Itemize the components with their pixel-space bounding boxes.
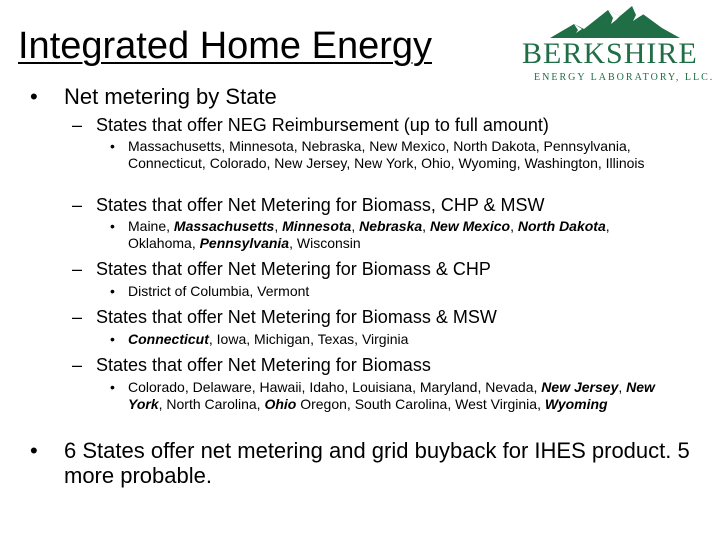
section-heading: – States that offer Net Metering for Biomass & CHP [72, 259, 491, 279]
section-heading-text: States that offer Net Metering for Biomass & MSW [96, 307, 497, 327]
section-heading: – States that offer NEG Reimbursement (up to full amount) [72, 115, 549, 135]
state-name: Pennsylvania [199, 235, 290, 251]
state-name: Michigan [254, 331, 311, 347]
state-name: Wisconsin [296, 235, 361, 251]
state-name: Iowa [216, 331, 247, 347]
section-heading-text: States that offer NEG Reimbursement (up to full amount) [96, 115, 549, 135]
bullet-net-metering [30, 84, 704, 109]
state-list [110, 283, 658, 300]
section-heading: – States that offer Net Metering for Biomass & MSW [72, 307, 497, 327]
bullet-dot: • [110, 283, 115, 299]
state-list [110, 218, 658, 252]
bullet-dot: • [30, 84, 38, 109]
state-list-text: District of Columbia, Vermont [128, 283, 310, 299]
bullet-dot: • [110, 218, 115, 234]
state-list-text: Connecticut, Iowa, Michigan, Texas, Virginia [128, 331, 409, 347]
logo-wordmark: BERKSHIRE [522, 37, 698, 70]
section-heading-text: States that offer Net Metering for Biomass & CHP [96, 259, 491, 279]
state-list [110, 138, 658, 172]
state-name: Louisiana [352, 379, 413, 395]
bullet-dot: • [110, 331, 115, 347]
section-heading-text: States that offer Net Metering for Biomass, CHP & MSW [96, 195, 545, 215]
bullet-dot: • [110, 138, 115, 154]
section-heading: – States that offer Net Metering for Biomass, CHP & MSW [72, 195, 545, 215]
state-name: Delaware [192, 379, 252, 395]
section-heading-text: States that offer Net Metering for Biomass [96, 355, 431, 375]
state-name: North Carolina [166, 396, 257, 412]
state-name: Oklahoma [128, 235, 192, 251]
state-name: Connecticut [128, 331, 209, 347]
state-name: South Carolina [354, 396, 448, 412]
state-name: Ohio [264, 396, 297, 412]
state-name: New Mexico [429, 218, 511, 234]
bullet-dot: • [30, 438, 38, 463]
state-name: Maine [128, 218, 167, 234]
state-name: Oregon [300, 396, 347, 412]
state-name: Texas [317, 331, 355, 347]
state-name: Colorado [128, 379, 185, 395]
state-list [110, 331, 658, 348]
state-name: Maryland [419, 379, 478, 395]
bullet-ihes-summary [30, 438, 704, 488]
state-name: North Dakota [517, 218, 606, 234]
state-name: New Jersey [541, 379, 619, 395]
state-list [110, 379, 658, 413]
state-name: Wyoming [544, 396, 608, 412]
state-list-text: Colorado, Delaware, Hawaii, Idaho, Louisiana, Maryland, Nevada, New Jersey, New York, North Carolina, Ohio Oregon, South Carolina, West Virginia, Wyoming [128, 379, 655, 412]
section-heading: – States that offer Net Metering for Biomass [72, 355, 431, 375]
state-name: Nebraska [359, 218, 423, 234]
state-name: Idaho [309, 379, 345, 395]
bullet-text: Net metering by State [64, 84, 277, 109]
state-list-text: Massachusetts, Minnesota, Nebraska, New Mexico, North Dakota, Pennsylvania, Connecticut, Colorado, New Jersey, New York, Ohio, Wyoming, Washington, Illinois [128, 138, 645, 171]
slide-title: Integrated Home Energy [18, 25, 433, 67]
state-name: West Virginia [455, 396, 538, 412]
state-name: New York [128, 379, 655, 412]
bullet-dot: • [110, 379, 115, 395]
state-list-text: Maine, Massachusetts, Minnesota, Nebraska, New Mexico, North Dakota, Oklahoma, Pennsylvania, Wisconsin [128, 218, 610, 251]
logo-subtitle: ENERGY LABORATORY, LLC. [534, 72, 715, 83]
bullet-text: 6 States offer net metering and grid buyback for IHES product. 5 more probable. [64, 438, 690, 488]
state-name: Nevada [485, 379, 534, 395]
state-name: Hawaii [259, 379, 302, 395]
state-name: Virginia [361, 331, 409, 347]
state-name: Massachusetts [173, 218, 275, 234]
state-name: Minnesota [282, 218, 352, 234]
